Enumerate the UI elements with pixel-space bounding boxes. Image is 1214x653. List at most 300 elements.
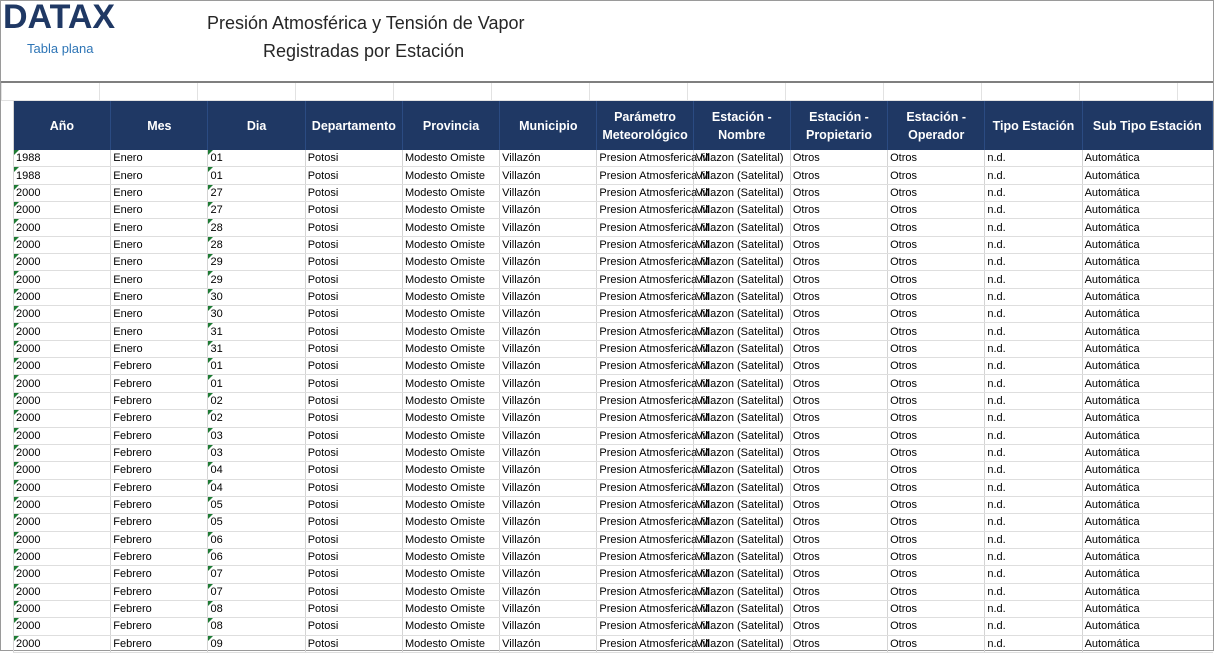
cell-departamento[interactable]: Potosi xyxy=(305,306,402,323)
cell-mes[interactable]: Febrero xyxy=(111,427,208,444)
cell-municipio[interactable]: Villazón xyxy=(500,184,597,201)
cell-dia[interactable]: 30 xyxy=(208,306,305,323)
column-header[interactable]: Municipio xyxy=(500,101,597,150)
cell-municipio[interactable]: Villazón xyxy=(500,427,597,444)
cell-municipio[interactable]: Villazón xyxy=(500,392,597,409)
cell-municipio[interactable]: Villazón xyxy=(500,462,597,479)
cell-estacion-nombre[interactable]: Villazon (Satelital) xyxy=(693,236,790,253)
cell-mes[interactable]: Febrero xyxy=(111,566,208,583)
cell-subtipo[interactable]: Automática xyxy=(1082,236,1212,253)
column-header[interactable]: Provincia xyxy=(402,101,499,150)
cell-provincia[interactable]: Modesto Omiste xyxy=(402,479,499,496)
cell-operador[interactable]: Otros xyxy=(888,444,985,461)
cell-tipo[interactable]: n.d. xyxy=(985,392,1082,409)
cell-municipio[interactable]: Villazón xyxy=(500,306,597,323)
cell-operador[interactable]: Otros xyxy=(888,410,985,427)
cell-provincia[interactable]: Modesto Omiste xyxy=(402,254,499,271)
cell-mes[interactable]: Enero xyxy=(111,167,208,184)
cell-parametro[interactable]: Presion Atmosferica M xyxy=(597,375,693,392)
cell-tipo[interactable]: n.d. xyxy=(985,358,1082,375)
cell-estacion-nombre[interactable]: Villazon (Satelital) xyxy=(693,410,790,427)
cell-mes[interactable]: Enero xyxy=(111,254,208,271)
cell-operador[interactable]: Otros xyxy=(888,150,985,167)
cell-municipio[interactable]: Villazón xyxy=(500,583,597,600)
cell-subtipo[interactable]: Automática xyxy=(1082,219,1212,236)
cell-anio[interactable]: 2000 xyxy=(14,202,111,219)
cell-operador[interactable]: Otros xyxy=(888,566,985,583)
cell-estacion-nombre[interactable]: Villazon (Satelital) xyxy=(693,219,790,236)
cell-anio[interactable]: 2000 xyxy=(14,635,111,652)
cell-subtipo[interactable]: Automática xyxy=(1082,514,1212,531)
cell-provincia[interactable]: Modesto Omiste xyxy=(402,635,499,652)
cell-anio[interactable]: 2000 xyxy=(14,496,111,513)
cell-provincia[interactable]: Modesto Omiste xyxy=(402,288,499,305)
cell-mes[interactable]: Febrero xyxy=(111,392,208,409)
cell-dia[interactable]: 01 xyxy=(208,167,305,184)
cell-parametro[interactable]: Presion Atmosferica M xyxy=(597,184,693,201)
cell-parametro[interactable]: Presion Atmosferica M xyxy=(597,444,693,461)
cell-provincia[interactable]: Modesto Omiste xyxy=(402,548,499,565)
cell-subtipo[interactable]: Automática xyxy=(1082,635,1212,652)
cell-tipo[interactable]: n.d. xyxy=(985,531,1082,548)
cell-municipio[interactable]: Villazón xyxy=(500,566,597,583)
cell-anio[interactable]: 2000 xyxy=(14,427,111,444)
cell-propietario[interactable]: Otros xyxy=(790,236,887,253)
cell-provincia[interactable]: Modesto Omiste xyxy=(402,323,499,340)
cell-municipio[interactable]: Villazón xyxy=(500,444,597,461)
cell-operador[interactable]: Otros xyxy=(888,306,985,323)
cell-provincia[interactable]: Modesto Omiste xyxy=(402,427,499,444)
cell-anio[interactable]: 2000 xyxy=(14,392,111,409)
cell-operador[interactable]: Otros xyxy=(888,514,985,531)
cell-parametro[interactable]: Presion Atmosferica M xyxy=(597,410,693,427)
cell-propietario[interactable]: Otros xyxy=(790,271,887,288)
cell-provincia[interactable]: Modesto Omiste xyxy=(402,375,499,392)
cell-mes[interactable]: Enero xyxy=(111,306,208,323)
cell-operador[interactable]: Otros xyxy=(888,548,985,565)
column-header[interactable]: Sub Tipo Estación xyxy=(1082,101,1212,150)
cell-estacion-nombre[interactable]: Villazon (Satelital) xyxy=(693,254,790,271)
cell-tipo[interactable]: n.d. xyxy=(985,202,1082,219)
cell-parametro[interactable]: Presion Atmosferica M xyxy=(597,271,693,288)
cell-parametro[interactable]: Presion Atmosferica M xyxy=(597,427,693,444)
cell-subtipo[interactable]: Automática xyxy=(1082,479,1212,496)
cell-departamento[interactable]: Potosi xyxy=(305,496,402,513)
cell-municipio[interactable]: Villazón xyxy=(500,514,597,531)
cell-parametro[interactable]: Presion Atmosferica M xyxy=(597,392,693,409)
cell-anio[interactable]: 2000 xyxy=(14,410,111,427)
cell-tipo[interactable]: n.d. xyxy=(985,496,1082,513)
column-header[interactable]: Parámetro Meteorológico xyxy=(597,101,693,150)
cell-subtipo[interactable]: Automática xyxy=(1082,427,1212,444)
cell-anio[interactable]: 2000 xyxy=(14,618,111,635)
cell-mes[interactable]: Febrero xyxy=(111,462,208,479)
cell-dia[interactable]: 04 xyxy=(208,462,305,479)
cell-parametro[interactable]: Presion Atmosferica M xyxy=(597,618,693,635)
cell-departamento[interactable]: Potosi xyxy=(305,288,402,305)
cell-anio[interactable]: 2000 xyxy=(14,219,111,236)
cell-anio[interactable]: 2000 xyxy=(14,340,111,357)
cell-propietario[interactable]: Otros xyxy=(790,375,887,392)
cell-estacion-nombre[interactable]: Villazon (Satelital) xyxy=(693,566,790,583)
cell-subtipo[interactable]: Automática xyxy=(1082,410,1212,427)
cell-dia[interactable]: 28 xyxy=(208,236,305,253)
cell-dia[interactable]: 31 xyxy=(208,323,305,340)
cell-anio[interactable]: 2000 xyxy=(14,514,111,531)
cell-tipo[interactable]: n.d. xyxy=(985,444,1082,461)
cell-subtipo[interactable]: Automática xyxy=(1082,496,1212,513)
cell-provincia[interactable]: Modesto Omiste xyxy=(402,167,499,184)
cell-municipio[interactable]: Villazón xyxy=(500,548,597,565)
column-header[interactable]: Estación - Propietario xyxy=(790,101,887,150)
cell-tipo[interactable]: n.d. xyxy=(985,219,1082,236)
cell-tipo[interactable]: n.d. xyxy=(985,600,1082,617)
cell-propietario[interactable]: Otros xyxy=(790,358,887,375)
cell-provincia[interactable]: Modesto Omiste xyxy=(402,219,499,236)
cell-provincia[interactable]: Modesto Omiste xyxy=(402,462,499,479)
cell-parametro[interactable]: Presion Atmosferica M xyxy=(597,219,693,236)
cell-dia[interactable]: 03 xyxy=(208,444,305,461)
cell-dia[interactable]: 03 xyxy=(208,427,305,444)
cell-municipio[interactable]: Villazón xyxy=(500,496,597,513)
cell-departamento[interactable]: Potosi xyxy=(305,323,402,340)
cell-provincia[interactable]: Modesto Omiste xyxy=(402,358,499,375)
cell-propietario[interactable]: Otros xyxy=(790,635,887,652)
cell-parametro[interactable]: Presion Atmosferica M xyxy=(597,531,693,548)
cell-departamento[interactable]: Potosi xyxy=(305,358,402,375)
cell-provincia[interactable]: Modesto Omiste xyxy=(402,184,499,201)
cell-estacion-nombre[interactable]: Villazon (Satelital) xyxy=(693,202,790,219)
cell-provincia[interactable]: Modesto Omiste xyxy=(402,306,499,323)
cell-estacion-nombre[interactable]: Villazon (Satelital) xyxy=(693,427,790,444)
cell-propietario[interactable]: Otros xyxy=(790,583,887,600)
cell-tipo[interactable]: n.d. xyxy=(985,462,1082,479)
cell-departamento[interactable]: Potosi xyxy=(305,410,402,427)
column-header[interactable]: Tipo Estación xyxy=(985,101,1082,150)
cell-subtipo[interactable]: Automática xyxy=(1082,254,1212,271)
cell-propietario[interactable]: Otros xyxy=(790,427,887,444)
cell-propietario[interactable]: Otros xyxy=(790,444,887,461)
cell-subtipo[interactable]: Automática xyxy=(1082,531,1212,548)
cell-propietario[interactable]: Otros xyxy=(790,566,887,583)
cell-operador[interactable]: Otros xyxy=(888,184,985,201)
cell-provincia[interactable]: Modesto Omiste xyxy=(402,150,499,167)
cell-mes[interactable]: Enero xyxy=(111,323,208,340)
cell-departamento[interactable]: Potosi xyxy=(305,271,402,288)
cell-departamento[interactable]: Potosi xyxy=(305,167,402,184)
cell-departamento[interactable]: Potosi xyxy=(305,392,402,409)
cell-departamento[interactable]: Potosi xyxy=(305,184,402,201)
cell-estacion-nombre[interactable]: Villazon (Satelital) xyxy=(693,496,790,513)
cell-operador[interactable]: Otros xyxy=(888,618,985,635)
cell-tipo[interactable]: n.d. xyxy=(985,375,1082,392)
cell-departamento[interactable]: Potosi xyxy=(305,618,402,635)
cell-parametro[interactable]: Presion Atmosferica M xyxy=(597,358,693,375)
cell-parametro[interactable]: Presion Atmosferica M xyxy=(597,202,693,219)
cell-municipio[interactable]: Villazón xyxy=(500,236,597,253)
cell-propietario[interactable]: Otros xyxy=(790,410,887,427)
cell-operador[interactable]: Otros xyxy=(888,392,985,409)
cell-operador[interactable]: Otros xyxy=(888,600,985,617)
cell-anio[interactable]: 2000 xyxy=(14,323,111,340)
cell-municipio[interactable]: Villazón xyxy=(500,531,597,548)
cell-anio[interactable]: 2000 xyxy=(14,184,111,201)
cell-estacion-nombre[interactable]: Villazon (Satelital) xyxy=(693,531,790,548)
cell-tipo[interactable]: n.d. xyxy=(985,271,1082,288)
cell-mes[interactable]: Enero xyxy=(111,288,208,305)
cell-tipo[interactable]: n.d. xyxy=(985,410,1082,427)
cell-dia[interactable]: 04 xyxy=(208,479,305,496)
cell-subtipo[interactable]: Automática xyxy=(1082,375,1212,392)
cell-dia[interactable]: 27 xyxy=(208,202,305,219)
cell-anio[interactable]: 2000 xyxy=(14,531,111,548)
cell-propietario[interactable]: Otros xyxy=(790,479,887,496)
cell-provincia[interactable]: Modesto Omiste xyxy=(402,392,499,409)
cell-parametro[interactable]: Presion Atmosferica M xyxy=(597,548,693,565)
cell-provincia[interactable]: Modesto Omiste xyxy=(402,202,499,219)
cell-subtipo[interactable]: Automática xyxy=(1082,288,1212,305)
cell-estacion-nombre[interactable]: Villazon (Satelital) xyxy=(693,184,790,201)
cell-provincia[interactable]: Modesto Omiste xyxy=(402,514,499,531)
cell-propietario[interactable]: Otros xyxy=(790,514,887,531)
cell-subtipo[interactable]: Automática xyxy=(1082,548,1212,565)
cell-anio[interactable]: 2000 xyxy=(14,358,111,375)
cell-departamento[interactable]: Potosi xyxy=(305,600,402,617)
cell-tipo[interactable]: n.d. xyxy=(985,427,1082,444)
cell-subtipo[interactable]: Automática xyxy=(1082,600,1212,617)
cell-departamento[interactable]: Potosi xyxy=(305,236,402,253)
cell-mes[interactable]: Febrero xyxy=(111,358,208,375)
cell-anio[interactable]: 2000 xyxy=(14,600,111,617)
cell-municipio[interactable]: Villazón xyxy=(500,150,597,167)
cell-operador[interactable]: Otros xyxy=(888,202,985,219)
cell-departamento[interactable]: Potosi xyxy=(305,566,402,583)
cell-dia[interactable]: 02 xyxy=(208,410,305,427)
cell-propietario[interactable]: Otros xyxy=(790,600,887,617)
cell-tipo[interactable]: n.d. xyxy=(985,150,1082,167)
cell-dia[interactable]: 27 xyxy=(208,184,305,201)
cell-estacion-nombre[interactable]: Villazon (Satelital) xyxy=(693,288,790,305)
cell-anio[interactable]: 2000 xyxy=(14,444,111,461)
cell-anio[interactable]: 2000 xyxy=(14,566,111,583)
cell-parametro[interactable]: Presion Atmosferica M xyxy=(597,306,693,323)
cell-parametro[interactable]: Presion Atmosferica M xyxy=(597,566,693,583)
cell-subtipo[interactable]: Automática xyxy=(1082,323,1212,340)
cell-estacion-nombre[interactable]: Villazon (Satelital) xyxy=(693,167,790,184)
cell-subtipo[interactable]: Automática xyxy=(1082,583,1212,600)
cell-tipo[interactable]: n.d. xyxy=(985,236,1082,253)
cell-provincia[interactable]: Modesto Omiste xyxy=(402,566,499,583)
cell-propietario[interactable]: Otros xyxy=(790,254,887,271)
cell-departamento[interactable]: Potosi xyxy=(305,531,402,548)
cell-mes[interactable]: Febrero xyxy=(111,618,208,635)
cell-provincia[interactable]: Modesto Omiste xyxy=(402,531,499,548)
cell-mes[interactable]: Febrero xyxy=(111,600,208,617)
cell-provincia[interactable]: Modesto Omiste xyxy=(402,444,499,461)
cell-dia[interactable]: 08 xyxy=(208,618,305,635)
column-header[interactable]: Departamento xyxy=(305,101,402,150)
cell-anio[interactable]: 1988 xyxy=(14,150,111,167)
cell-estacion-nombre[interactable]: Villazon (Satelital) xyxy=(693,392,790,409)
cell-parametro[interactable]: Presion Atmosferica M xyxy=(597,600,693,617)
cell-tipo[interactable]: n.d. xyxy=(985,635,1082,652)
cell-propietario[interactable]: Otros xyxy=(790,306,887,323)
cell-dia[interactable]: 29 xyxy=(208,271,305,288)
cell-anio[interactable]: 2000 xyxy=(14,479,111,496)
cell-dia[interactable]: 07 xyxy=(208,583,305,600)
cell-parametro[interactable]: Presion Atmosferica M xyxy=(597,288,693,305)
cell-dia[interactable]: 02 xyxy=(208,392,305,409)
cell-departamento[interactable]: Potosi xyxy=(305,462,402,479)
cell-operador[interactable]: Otros xyxy=(888,583,985,600)
cell-mes[interactable]: Enero xyxy=(111,219,208,236)
cell-operador[interactable]: Otros xyxy=(888,288,985,305)
cell-municipio[interactable]: Villazón xyxy=(500,288,597,305)
cell-estacion-nombre[interactable]: Villazon (Satelital) xyxy=(693,340,790,357)
empty-spreadsheet-row[interactable] xyxy=(1,83,1213,101)
cell-parametro[interactable]: Presion Atmosferica M xyxy=(597,167,693,184)
cell-subtipo[interactable]: Automática xyxy=(1082,566,1212,583)
cell-propietario[interactable]: Otros xyxy=(790,288,887,305)
cell-mes[interactable]: Febrero xyxy=(111,635,208,652)
cell-operador[interactable]: Otros xyxy=(888,531,985,548)
cell-operador[interactable]: Otros xyxy=(888,462,985,479)
cell-dia[interactable]: 05 xyxy=(208,514,305,531)
cell-operador[interactable]: Otros xyxy=(888,427,985,444)
cell-dia[interactable]: 30 xyxy=(208,288,305,305)
cell-municipio[interactable]: Villazón xyxy=(500,600,597,617)
cell-propietario[interactable]: Otros xyxy=(790,462,887,479)
cell-propietario[interactable]: Otros xyxy=(790,531,887,548)
cell-subtipo[interactable]: Automática xyxy=(1082,462,1212,479)
cell-departamento[interactable]: Potosi xyxy=(305,514,402,531)
cell-subtipo[interactable]: Automática xyxy=(1082,444,1212,461)
cell-dia[interactable]: 05 xyxy=(208,496,305,513)
column-header[interactable]: Estación - Operador xyxy=(888,101,985,150)
cell-municipio[interactable]: Villazón xyxy=(500,254,597,271)
cell-propietario[interactable]: Otros xyxy=(790,340,887,357)
cell-estacion-nombre[interactable]: Villazon (Satelital) xyxy=(693,375,790,392)
cell-municipio[interactable]: Villazón xyxy=(500,167,597,184)
cell-operador[interactable]: Otros xyxy=(888,635,985,652)
cell-subtipo[interactable]: Automática xyxy=(1082,618,1212,635)
cell-dia[interactable]: 08 xyxy=(208,600,305,617)
cell-municipio[interactable]: Villazón xyxy=(500,410,597,427)
cell-operador[interactable]: Otros xyxy=(888,358,985,375)
cell-parametro[interactable]: Presion Atmosferica M xyxy=(597,150,693,167)
cell-mes[interactable]: Febrero xyxy=(111,531,208,548)
cell-tipo[interactable]: n.d. xyxy=(985,340,1082,357)
cell-estacion-nombre[interactable]: Villazon (Satelital) xyxy=(693,479,790,496)
cell-anio[interactable]: 2000 xyxy=(14,271,111,288)
cell-estacion-nombre[interactable]: Villazon (Satelital) xyxy=(693,462,790,479)
cell-propietario[interactable]: Otros xyxy=(790,496,887,513)
cell-provincia[interactable]: Modesto Omiste xyxy=(402,410,499,427)
cell-dia[interactable]: 31 xyxy=(208,340,305,357)
cell-subtipo[interactable]: Automática xyxy=(1082,271,1212,288)
cell-tipo[interactable]: n.d. xyxy=(985,566,1082,583)
cell-subtipo[interactable]: Automática xyxy=(1082,184,1212,201)
cell-propietario[interactable]: Otros xyxy=(790,548,887,565)
cell-anio[interactable]: 1988 xyxy=(14,167,111,184)
cell-subtipo[interactable]: Automática xyxy=(1082,358,1212,375)
cell-estacion-nombre[interactable]: Villazon (Satelital) xyxy=(693,600,790,617)
cell-anio[interactable]: 2000 xyxy=(14,306,111,323)
cell-mes[interactable]: Enero xyxy=(111,271,208,288)
cell-anio[interactable]: 2000 xyxy=(14,548,111,565)
cell-mes[interactable]: Febrero xyxy=(111,514,208,531)
cell-operador[interactable]: Otros xyxy=(888,323,985,340)
cell-departamento[interactable]: Potosi xyxy=(305,635,402,652)
cell-tipo[interactable]: n.d. xyxy=(985,323,1082,340)
cell-parametro[interactable]: Presion Atmosferica M xyxy=(597,583,693,600)
cell-propietario[interactable]: Otros xyxy=(790,323,887,340)
cell-estacion-nombre[interactable]: Villazon (Satelital) xyxy=(693,444,790,461)
cell-provincia[interactable]: Modesto Omiste xyxy=(402,236,499,253)
cell-dia[interactable]: 29 xyxy=(208,254,305,271)
cell-operador[interactable]: Otros xyxy=(888,167,985,184)
cell-municipio[interactable]: Villazón xyxy=(500,219,597,236)
cell-parametro[interactable]: Presion Atmosferica M xyxy=(597,254,693,271)
column-header[interactable]: Año xyxy=(14,101,111,150)
cell-propietario[interactable]: Otros xyxy=(790,618,887,635)
cell-subtipo[interactable]: Automática xyxy=(1082,150,1212,167)
cell-mes[interactable]: Febrero xyxy=(111,583,208,600)
cell-propietario[interactable]: Otros xyxy=(790,184,887,201)
cell-parametro[interactable]: Presion Atmosferica M xyxy=(597,514,693,531)
cell-propietario[interactable]: Otros xyxy=(790,167,887,184)
cell-dia[interactable]: 28 xyxy=(208,219,305,236)
cell-estacion-nombre[interactable]: Villazon (Satelital) xyxy=(693,358,790,375)
cell-mes[interactable]: Febrero xyxy=(111,410,208,427)
cell-estacion-nombre[interactable]: Villazon (Satelital) xyxy=(693,583,790,600)
cell-propietario[interactable]: Otros xyxy=(790,219,887,236)
cell-operador[interactable]: Otros xyxy=(888,254,985,271)
cell-provincia[interactable]: Modesto Omiste xyxy=(402,583,499,600)
cell-dia[interactable]: 01 xyxy=(208,150,305,167)
cell-municipio[interactable]: Villazón xyxy=(500,479,597,496)
column-header[interactable]: Dia xyxy=(208,101,305,150)
cell-anio[interactable]: 2000 xyxy=(14,462,111,479)
cell-departamento[interactable]: Potosi xyxy=(305,202,402,219)
cell-departamento[interactable]: Potosi xyxy=(305,583,402,600)
cell-operador[interactable]: Otros xyxy=(888,496,985,513)
cell-departamento[interactable]: Potosi xyxy=(305,340,402,357)
cell-estacion-nombre[interactable]: Villazon (Satelital) xyxy=(693,514,790,531)
cell-operador[interactable]: Otros xyxy=(888,375,985,392)
cell-mes[interactable]: Enero xyxy=(111,184,208,201)
cell-anio[interactable]: 2000 xyxy=(14,583,111,600)
cell-parametro[interactable]: Presion Atmosferica M xyxy=(597,462,693,479)
cell-propietario[interactable]: Otros xyxy=(790,150,887,167)
cell-anio[interactable]: 2000 xyxy=(14,254,111,271)
cell-provincia[interactable]: Modesto Omiste xyxy=(402,618,499,635)
cell-dia[interactable]: 09 xyxy=(208,635,305,652)
cell-subtipo[interactable]: Automática xyxy=(1082,202,1212,219)
cell-operador[interactable]: Otros xyxy=(888,479,985,496)
cell-dia[interactable]: 07 xyxy=(208,566,305,583)
cell-estacion-nombre[interactable]: Villazon (Satelital) xyxy=(693,548,790,565)
cell-estacion-nombre[interactable]: Villazon (Satelital) xyxy=(693,323,790,340)
cell-municipio[interactable]: Villazón xyxy=(500,635,597,652)
cell-parametro[interactable]: Presion Atmosferica M xyxy=(597,635,693,652)
cell-parametro[interactable]: Presion Atmosferica M xyxy=(597,340,693,357)
cell-mes[interactable]: Febrero xyxy=(111,375,208,392)
cell-parametro[interactable]: Presion Atmosferica M xyxy=(597,323,693,340)
cell-mes[interactable]: Febrero xyxy=(111,479,208,496)
cell-provincia[interactable]: Modesto Omiste xyxy=(402,600,499,617)
cell-mes[interactable]: Febrero xyxy=(111,444,208,461)
